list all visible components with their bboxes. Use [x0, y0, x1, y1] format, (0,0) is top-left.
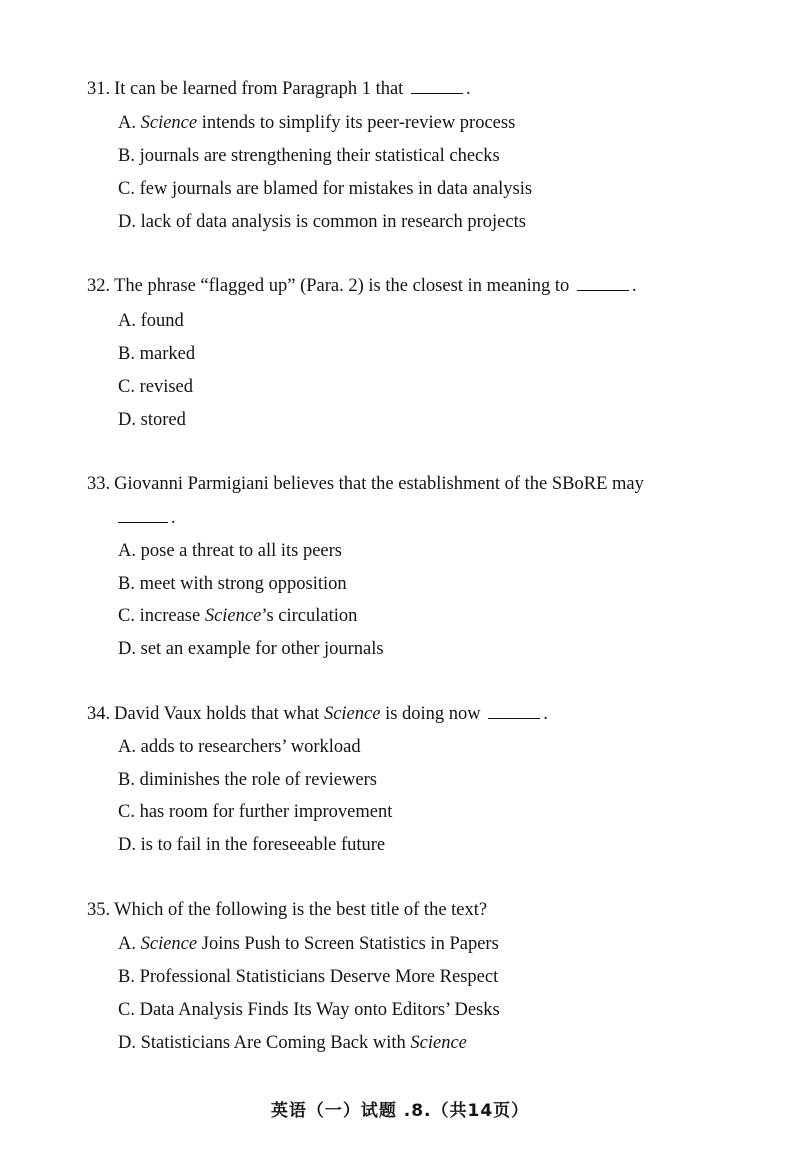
answer-blank [577, 276, 629, 291]
option-letter: D. [118, 410, 136, 430]
page-footer: 英语（一）试题 .8.（共14页） [270, 1101, 530, 1121]
option-text: journals are strengthening their statistical checks [139, 146, 500, 166]
stem-end: . [171, 508, 176, 528]
option-text: marked [139, 344, 196, 364]
option-text: lack of data analysis is common in research projects [140, 212, 526, 232]
option-35-d [118, 1033, 467, 1054]
option-text: few journals are blamed for mistakes in data analysis [139, 179, 533, 199]
option-text: revised [139, 377, 194, 397]
option-text: meet with strong opposition [139, 574, 347, 594]
stem-text: It can be learned from Paragraph 1 that [114, 79, 404, 99]
question-35-stem [87, 900, 487, 921]
option-34-b [118, 770, 377, 791]
option-letter: A. [118, 541, 136, 561]
question-number: 34. [87, 704, 111, 724]
option-letter: C. [118, 377, 135, 397]
option-italic: Science [140, 113, 198, 133]
option-35-b [118, 967, 498, 988]
option-34-a [118, 737, 361, 758]
option-letter: B. [118, 770, 135, 790]
answer-blank [411, 79, 463, 94]
question-number: 33. [87, 474, 111, 494]
option-text: pose a threat to all its peers [140, 541, 343, 561]
option-32-b [118, 344, 195, 365]
question-number: 35. [87, 900, 111, 920]
option-text-before: increase [139, 606, 205, 626]
option-italic: Science [204, 606, 262, 626]
option-31-b [118, 146, 500, 167]
option-letter: C. [118, 802, 135, 822]
option-34-c [118, 802, 392, 823]
option-35-a [118, 934, 499, 955]
option-32-c [118, 377, 193, 398]
option-text: has room for further improvement [139, 802, 393, 822]
option-letter: D. [118, 835, 136, 855]
stem-text-middle: is doing now [385, 704, 481, 724]
stem-end: . [631, 276, 637, 296]
option-letter: D. [118, 639, 136, 659]
option-32-a [118, 311, 184, 332]
question-34-stem [87, 704, 548, 725]
question-31-stem [87, 79, 471, 100]
option-letter: A. [118, 934, 136, 954]
option-text: found [140, 311, 184, 331]
option-text: is to fail in the foreseeable future [140, 835, 386, 855]
question-number: 32. [87, 276, 111, 296]
question-32-stem [87, 276, 637, 297]
option-text: Joins Push to Screen Statistics in Papers [197, 934, 499, 954]
option-text: set an example for other journals [140, 639, 384, 659]
stem-text: The phrase “flagged up” (Para. 2) is the closest in meaning to [114, 276, 570, 296]
option-letter: B. [118, 344, 135, 364]
stem-text: Giovanni Parmigiani believes that the establishment of the SBoRE may [114, 474, 644, 494]
stem-end: . [465, 79, 471, 99]
option-letter: B. [118, 967, 135, 987]
option-33-a [118, 541, 342, 562]
option-letter: C. [118, 1000, 135, 1020]
stem-end: . [543, 704, 548, 724]
question-33-stem-continuation [118, 508, 176, 529]
option-34-d [118, 835, 385, 856]
question-number: 31. [87, 79, 111, 99]
option-letter: D. [118, 212, 136, 232]
option-33-b [118, 574, 347, 595]
option-31-c [118, 179, 532, 200]
option-31-d [118, 212, 526, 233]
option-letter: C. [118, 179, 135, 199]
answer-blank [118, 508, 168, 523]
stem-text: Which of the following is the best title of the text? [114, 900, 488, 920]
option-italic: Science [410, 1033, 467, 1053]
option-text: Professional Statisticians Deserve More Respect [139, 967, 499, 987]
option-letter: A. [118, 737, 136, 757]
option-letter: A. [118, 113, 136, 133]
option-text: Data Analysis Finds Its Way onto Editors’ Desks [139, 1000, 500, 1020]
stem-italic: Science [323, 704, 381, 724]
option-text: intends to simplify its peer-review process [197, 113, 516, 133]
option-text-before: Statisticians Are Coming Back with [140, 1033, 411, 1053]
option-33-d [118, 639, 384, 660]
option-text: diminishes the role of reviewers [139, 770, 377, 790]
option-31-a [118, 113, 515, 134]
option-33-c [118, 606, 357, 627]
option-letter: B. [118, 574, 135, 594]
option-text: ’s circulation [261, 606, 358, 626]
option-text: stored [140, 410, 186, 430]
option-letter: D. [118, 1033, 136, 1053]
option-35-c [118, 1000, 500, 1021]
option-letter: C. [118, 606, 135, 626]
option-letter: B. [118, 146, 135, 166]
option-32-d [118, 410, 186, 431]
answer-blank [488, 704, 540, 719]
option-italic: Science [140, 934, 198, 954]
stem-text: David Vaux holds that what [114, 704, 320, 724]
option-text: adds to researchers’ workload [140, 737, 361, 757]
question-33-stem [87, 474, 644, 495]
option-letter: A. [118, 311, 136, 331]
